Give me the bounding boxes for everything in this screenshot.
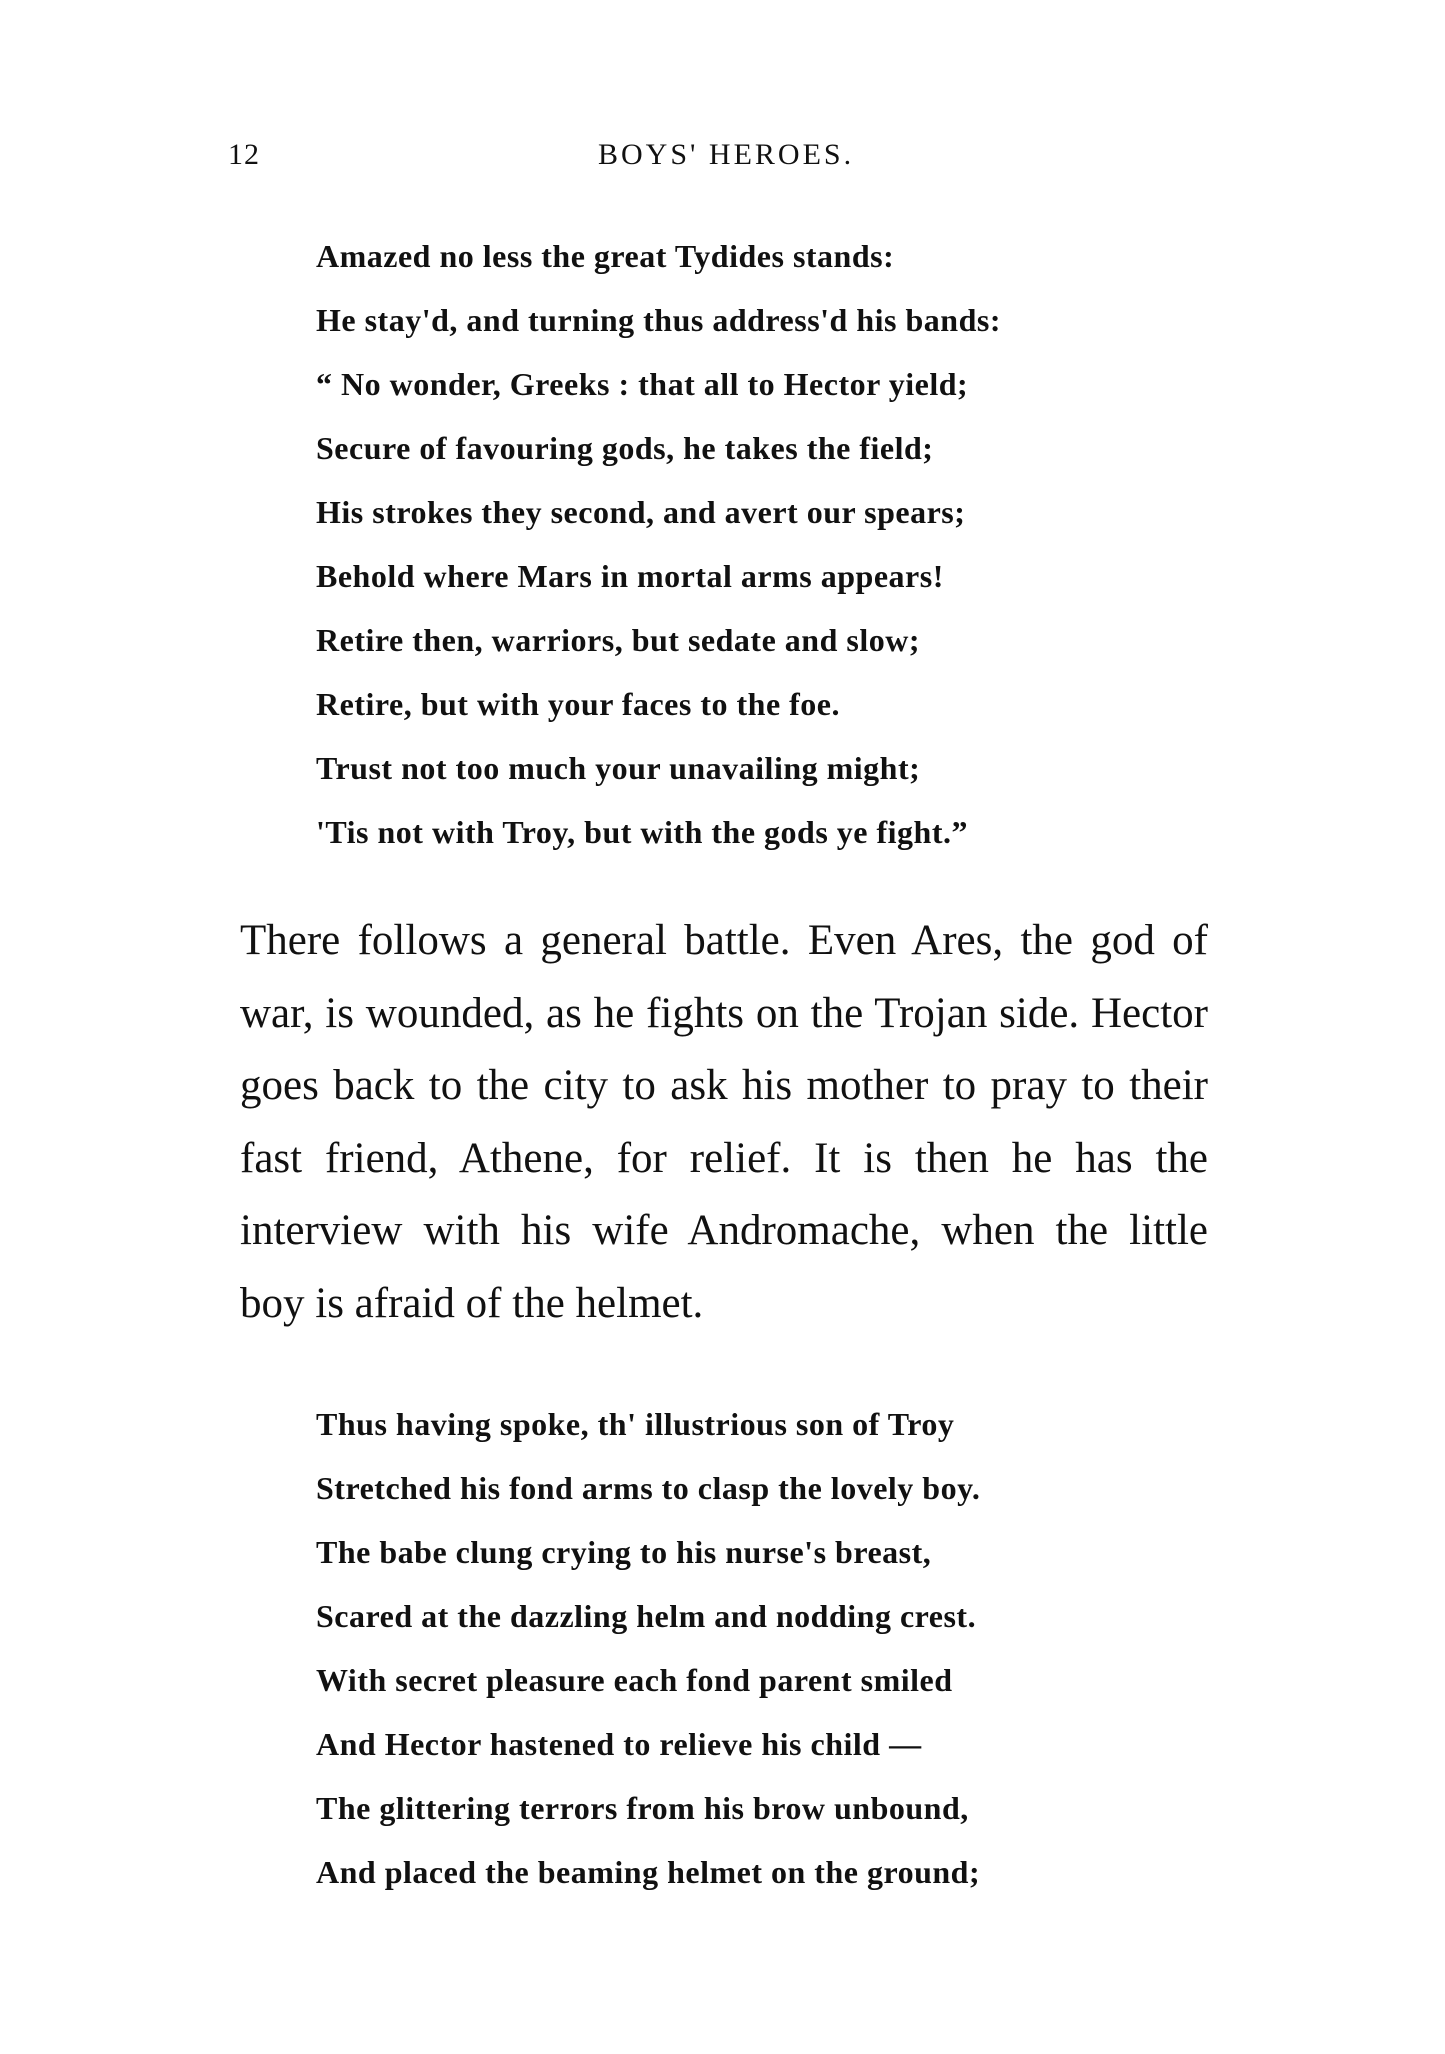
verse-line: And Hector hastened to relieve his child — [316, 1726, 922, 1762]
verse-line: “ No wonder, Greeks : that all to Hector yield; [316, 366, 969, 402]
running-title: BOYS' HEROES. [598, 138, 855, 171]
verse-line: Scared at the dazzling helm and nodding crest. [316, 1598, 977, 1634]
verse-line: Retire then, warriors, but sedate and slow; [316, 622, 920, 658]
verse-line: Trust not too much your unavailing might; [316, 750, 921, 786]
verse-line: Retire, but with your faces to the foe. [316, 686, 840, 722]
verse-line: Thus having spoke, th' illustrious son of Troy [316, 1406, 955, 1442]
prose-paragraph: There follows a general battle. Even Ares, the god of war, is wounded, as he fights on the Trojan side. Hector goes back to the city to ask his mother to pray to their fast friend, Athene, for relief. It is then he has the interview with his wife Andromache, when the little boy is afraid of the helmet. [240, 917, 1208, 1327]
verse-line: He stay'd, and turning thus address'd his bands: [316, 302, 1001, 338]
verse-line: Stretched his fond arms to clasp the lovely boy. [316, 1470, 981, 1506]
verse-block-tydides [316, 224, 1001, 864]
verse-line: Amazed no less the great Tydides stands: [316, 238, 895, 274]
verse-block-hector [316, 1392, 980, 1904]
page-number: 12 [228, 138, 260, 171]
verse-line: And placed the beaming helmet on the ground; [316, 1854, 981, 1890]
verse-line: His strokes they second, and avert our spears; [316, 494, 966, 530]
verse-line: With secret pleasure each fond parent smiled [316, 1662, 953, 1698]
verse-line: The babe clung crying to his nurse's breast, [316, 1534, 932, 1570]
verse-line: 'Tis not with Troy, but with the gods ye fight.” [316, 814, 968, 850]
verse-line: The glittering terrors from his brow unbound, [316, 1790, 969, 1826]
verse-line: Secure of favouring gods, he takes the field; [316, 430, 934, 466]
verse-line: Behold where Mars in mortal arms appears! [316, 558, 944, 594]
page-header [0, 138, 1445, 182]
